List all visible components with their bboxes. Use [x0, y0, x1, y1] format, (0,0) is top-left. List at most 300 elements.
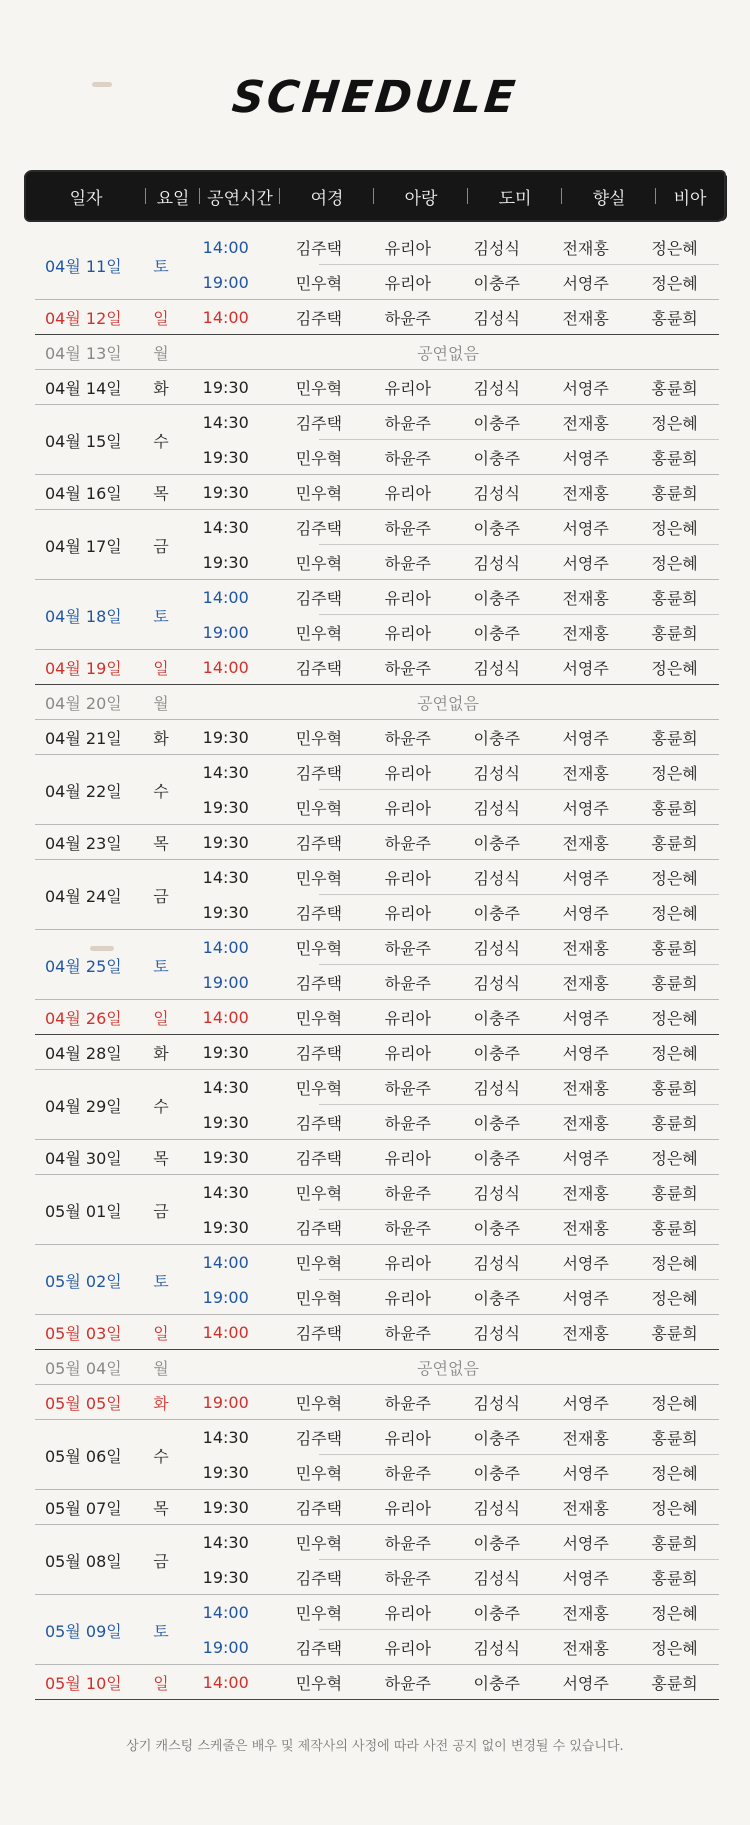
table-row: [35, 335, 719, 370]
table-row: [177, 405, 719, 440]
cast-arang: 하윤주: [384, 834, 431, 853]
date-cell: 04월 23일: [45, 834, 122, 853]
cast-domi: 김성식: [473, 659, 520, 678]
header-role-arang: 아랑: [374, 184, 468, 209]
cast-bia: 홍륜희: [651, 799, 698, 818]
table-row: [177, 440, 719, 475]
date-cell: 05월 06일: [45, 1446, 122, 1466]
date-cell: 05월 02일: [45, 1271, 122, 1291]
cast-domi: 이충주: [473, 834, 520, 853]
day-cell: 토: [153, 1621, 169, 1641]
cast-hyangsil: 서영주: [562, 1464, 609, 1483]
cast-domi: 김성식: [473, 1569, 520, 1588]
cast-domi: 김성식: [473, 1499, 520, 1518]
time-cell: 19:30: [202, 833, 249, 852]
cast-bia: 정은혜: [651, 1394, 698, 1413]
table-row: [177, 790, 719, 825]
table-row: [177, 825, 719, 860]
schedule-day: [35, 230, 719, 300]
time-cell: 19:00: [202, 1393, 249, 1412]
cast-yeokyung: 김주택: [295, 904, 343, 923]
date-cell: 04월 14일: [45, 379, 122, 398]
schedule-day: [35, 930, 719, 1000]
time-cell: 14:00: [202, 308, 249, 327]
cast-yeokyung: 민우혁: [295, 1289, 343, 1308]
cast-arang: 유리아: [384, 904, 431, 923]
cast-bia: 정은혜: [651, 1289, 698, 1308]
table-row: [177, 860, 719, 895]
no-show-cell: 공연없음: [417, 1359, 479, 1378]
cast-hyangsil: 전재홍: [562, 1639, 609, 1658]
cast-domi: 김성식: [473, 869, 520, 888]
cast-domi: 이충주: [473, 274, 520, 293]
cast-hyangsil: 서영주: [562, 519, 609, 538]
cast-hyangsil: 서영주: [562, 554, 609, 573]
cast-yeokyung: 김주택: [295, 834, 343, 853]
time-cell: 19:00: [202, 623, 249, 642]
cast-hyangsil: 서영주: [562, 1394, 609, 1413]
cast-arang: 유리아: [384, 799, 431, 818]
time-cell: 19:30: [202, 1568, 249, 1587]
cast-hyangsil: 전재홍: [562, 974, 609, 993]
day-cell: 목: [153, 484, 169, 503]
cast-hyangsil: 서영주: [562, 869, 609, 888]
time-cell: 19:30: [202, 728, 249, 747]
cast-yeokyung: 김주택: [295, 1149, 343, 1168]
time-cell: 19:30: [202, 798, 249, 817]
cast-hyangsil: 서영주: [562, 1044, 609, 1063]
cast-hyangsil: 전재홍: [562, 1604, 609, 1623]
cast-arang: 하윤주: [384, 1464, 431, 1483]
day-cell: 월: [153, 344, 169, 363]
cast-bia: 홍륜희: [651, 1324, 698, 1343]
cast-bia: 정은혜: [651, 1149, 698, 1168]
cast-bia: 홍륜희: [651, 1219, 698, 1238]
cast-bia: 정은혜: [651, 904, 698, 923]
time-cell: 14:30: [202, 868, 249, 887]
cast-domi: 김성식: [473, 1324, 520, 1343]
cast-hyangsil: 전재홍: [562, 1429, 609, 1448]
schedule-day: [35, 1595, 719, 1665]
day-cell: 일: [153, 1324, 169, 1343]
time-cell: 14:00: [202, 1603, 249, 1622]
table-row: [177, 755, 719, 790]
cast-hyangsil: 전재홍: [562, 624, 609, 643]
cast-yeokyung: 김주택: [295, 1499, 343, 1518]
cast-yeokyung: 민우혁: [295, 1674, 343, 1693]
time-cell: 14:30: [202, 1078, 249, 1097]
table-row: [177, 580, 719, 615]
table-row: [177, 650, 719, 685]
cast-hyangsil: 서영주: [562, 659, 609, 678]
day-cell: 금: [153, 536, 169, 556]
schedule-day: [35, 510, 719, 580]
cast-bia: 홍륜희: [651, 624, 698, 643]
date-cell: 04월 28일: [45, 1044, 122, 1063]
cast-bia: 홍륜희: [651, 834, 698, 853]
date-cell: 04월 24일: [45, 886, 122, 906]
table-row: [177, 965, 719, 1000]
cast-bia: 정은혜: [651, 414, 698, 433]
time-cell: 19:00: [202, 1288, 249, 1307]
schedule-day: [35, 1175, 719, 1245]
cast-hyangsil: 서영주: [562, 799, 609, 818]
cast-hyangsil: 전재홍: [562, 1184, 609, 1203]
cast-hyangsil: 서영주: [562, 1009, 609, 1028]
table-row: [177, 1105, 719, 1140]
time-cell: 14:00: [202, 1253, 249, 1272]
schedule-day: [35, 720, 719, 755]
schedule-day: [35, 370, 719, 405]
date-cell: 05월 08일: [45, 1551, 122, 1571]
cast-hyangsil: 서영주: [562, 379, 609, 398]
time-cell: 14:00: [202, 1008, 249, 1027]
cast-bia: 홍륜희: [651, 484, 698, 503]
time-cell: 14:30: [202, 763, 249, 782]
header-role-domi: 도미: [468, 184, 562, 209]
cast-arang: 하윤주: [384, 449, 431, 468]
schedule-day: [35, 860, 719, 930]
cast-hyangsil: 서영주: [562, 449, 609, 468]
cast-arang: 하윤주: [384, 729, 431, 748]
cast-yeokyung: 김주택: [295, 764, 343, 783]
schedule-day: [35, 300, 719, 335]
table-row: [177, 510, 719, 545]
schedule-day: [35, 755, 719, 825]
time-cell: 19:30: [202, 483, 249, 502]
cast-domi: 이충주: [473, 589, 520, 608]
table-row: [177, 475, 719, 510]
time-cell: 14:00: [202, 938, 249, 957]
day-cell: 화: [153, 1394, 169, 1413]
cast-yeokyung: 민우혁: [295, 1604, 343, 1623]
schedule-day: [35, 1245, 719, 1315]
cast-hyangsil: 전재홍: [562, 834, 609, 853]
cast-hyangsil: 서영주: [562, 729, 609, 748]
table-row: [177, 1035, 719, 1070]
time-cell: 14:30: [202, 518, 249, 537]
row-divider: [35, 1699, 719, 1700]
day-cell: 일: [153, 309, 169, 328]
time-cell: 14:00: [202, 588, 249, 607]
cast-bia: 홍륜희: [651, 729, 698, 748]
date-cell: 04월 30일: [45, 1149, 122, 1168]
cast-yeokyung: 김주택: [295, 1219, 343, 1238]
cast-arang: 유리아: [384, 869, 431, 888]
cast-yeokyung: 김주택: [295, 1324, 343, 1343]
cast-bia: 홍륜희: [651, 1569, 698, 1588]
cast-domi: 이충주: [473, 1429, 520, 1448]
table-row: [177, 1560, 719, 1595]
cast-arang: 유리아: [384, 589, 431, 608]
cast-bia: 정은혜: [651, 1499, 698, 1518]
table-row: [177, 1245, 719, 1280]
day-cell: 일: [153, 659, 169, 678]
cast-bia: 정은혜: [651, 239, 698, 258]
cast-hyangsil: 서영주: [562, 1149, 609, 1168]
cast-yeokyung: 김주택: [295, 1639, 343, 1658]
time-cell: 14:30: [202, 1183, 249, 1202]
cast-arang: 하윤주: [384, 414, 431, 433]
cast-arang: 유리아: [384, 1639, 431, 1658]
cast-domi: 이충주: [473, 1674, 520, 1693]
cast-arang: 유리아: [384, 1429, 431, 1448]
cast-hyangsil: 서영주: [562, 1534, 609, 1553]
time-cell: 19:30: [202, 448, 249, 467]
cast-yeokyung: 김주택: [295, 589, 343, 608]
table-row: [177, 1420, 719, 1455]
cast-yeokyung: 민우혁: [295, 554, 343, 573]
cast-domi: 김성식: [473, 309, 520, 328]
cast-hyangsil: 서영주: [562, 274, 609, 293]
cast-bia: 홍륜희: [651, 449, 698, 468]
table-row: [177, 545, 719, 580]
schedule-table: [35, 230, 719, 1700]
date-cell: 05월 03일: [45, 1324, 122, 1343]
cast-hyangsil: 전재홍: [562, 764, 609, 783]
cast-domi: 김성식: [473, 1254, 520, 1273]
cast-domi: 김성식: [473, 1079, 520, 1098]
cast-hyangsil: 서영주: [562, 904, 609, 923]
time-cell: 19:00: [202, 973, 249, 992]
cast-domi: 김성식: [473, 799, 520, 818]
cast-domi: 이충주: [473, 414, 520, 433]
time-cell: 19:30: [202, 903, 249, 922]
cast-arang: 유리아: [384, 274, 431, 293]
cast-yeokyung: 민우혁: [295, 1009, 343, 1028]
cast-arang: 유리아: [384, 624, 431, 643]
cast-yeokyung: 김주택: [295, 974, 343, 993]
cast-domi: 이충주: [473, 1114, 520, 1133]
date-cell: 05월 09일: [45, 1621, 122, 1641]
cast-yeokyung: 민우혁: [295, 1464, 343, 1483]
header-day: 요일: [146, 184, 200, 209]
time-cell: 19:00: [202, 273, 249, 292]
cast-yeokyung: 민우혁: [295, 624, 343, 643]
cast-yeokyung: 김주택: [295, 414, 343, 433]
time-cell: 19:30: [202, 1148, 249, 1167]
cast-bia: 정은혜: [651, 274, 698, 293]
cast-arang: 유리아: [384, 239, 431, 258]
day-cell: 토: [153, 256, 169, 276]
cast-domi: 김성식: [473, 1639, 520, 1658]
cast-domi: 김성식: [473, 974, 520, 993]
cast-arang: 유리아: [384, 1289, 431, 1308]
cast-yeokyung: 민우혁: [295, 939, 343, 958]
cast-arang: 하윤주: [384, 1184, 431, 1203]
cast-yeokyung: 김주택: [295, 1429, 343, 1448]
cast-yeokyung: 민우혁: [295, 274, 343, 293]
cast-bia: 홍륜희: [651, 1534, 698, 1553]
table-row: [177, 615, 719, 650]
cast-bia: 정은혜: [651, 1639, 698, 1658]
header-role-bia: 비아: [673, 188, 707, 209]
cast-arang: 하윤주: [384, 659, 431, 678]
cast-bia: 정은혜: [651, 1604, 698, 1623]
cast-domi: 김성식: [473, 484, 520, 503]
cast-arang: 하윤주: [384, 1219, 431, 1238]
cast-bia: 홍륜희: [651, 1184, 698, 1203]
cast-bia: 정은혜: [651, 869, 698, 888]
cast-yeokyung: 김주택: [295, 519, 343, 538]
cast-arang: 하윤주: [384, 1674, 431, 1693]
table-row: [177, 1525, 719, 1560]
schedule-day: [35, 1350, 719, 1385]
table-row: [177, 1665, 719, 1700]
no-show-cell: 공연없음: [417, 694, 479, 713]
cast-bia: 홍륜희: [651, 1674, 698, 1693]
cast-arang: 하윤주: [384, 1569, 431, 1588]
cast-arang: 유리아: [384, 1009, 431, 1028]
date-cell: 05월 04일: [45, 1359, 122, 1378]
cast-domi: 김성식: [473, 939, 520, 958]
date-cell: 04월 12일: [45, 309, 122, 328]
cast-yeokyung: 민우혁: [295, 379, 343, 398]
cast-domi: 김성식: [473, 1184, 520, 1203]
cast-arang: 하윤주: [384, 974, 431, 993]
cast-arang: 하윤주: [384, 939, 431, 958]
time-cell: 14:00: [202, 238, 249, 257]
day-cell: 일: [153, 1674, 169, 1693]
cast-domi: 이충주: [473, 1009, 520, 1028]
time-cell: 14:30: [202, 1428, 249, 1447]
cast-bia: 홍륜희: [651, 1079, 698, 1098]
day-cell: 금: [153, 1551, 169, 1571]
table-row: [177, 1455, 719, 1490]
date-cell: 04월 17일: [45, 536, 122, 556]
page-title: SCHEDULE: [229, 72, 521, 123]
day-cell: 화: [153, 379, 169, 398]
cast-hyangsil: 전재홍: [562, 239, 609, 258]
table-row: [177, 930, 719, 965]
cast-domi: 이충주: [473, 1149, 520, 1168]
schedule-day: [35, 1665, 719, 1700]
day-cell: 토: [153, 956, 169, 976]
date-cell: 04월 29일: [45, 1096, 122, 1116]
schedule-day: [35, 1315, 719, 1350]
schedule-day: [35, 1490, 719, 1525]
schedule-day: [35, 1000, 719, 1035]
date-cell: 04월 11일: [45, 256, 122, 276]
day-cell: 금: [153, 1201, 169, 1221]
schedule-day: [35, 1420, 719, 1490]
cast-arang: 유리아: [384, 1149, 431, 1168]
day-cell: 목: [153, 1499, 169, 1518]
cast-yeokyung: 김주택: [295, 1114, 343, 1133]
cast-bia: 홍륜희: [651, 939, 698, 958]
table-row: [177, 1210, 719, 1245]
day-cell: 화: [153, 729, 169, 748]
cast-yeokyung: 민우혁: [295, 1394, 343, 1413]
day-cell: 수: [153, 781, 169, 801]
day-cell: 토: [153, 606, 169, 626]
cast-arang: 유리아: [384, 1499, 431, 1518]
cast-arang: 하윤주: [384, 554, 431, 573]
cast-yeokyung: 민우혁: [295, 869, 343, 888]
cast-bia: 정은혜: [651, 1254, 698, 1273]
schedule-day: [35, 825, 719, 860]
cast-domi: 이충주: [473, 1219, 520, 1238]
table-row: [177, 1385, 719, 1420]
cast-arang: 하윤주: [384, 1394, 431, 1413]
date-cell: 04월 20일: [45, 694, 122, 713]
cast-domi: 이충주: [473, 729, 520, 748]
cast-arang: 하윤주: [384, 1324, 431, 1343]
table-row: [177, 1070, 719, 1105]
schedule-day: [35, 1385, 719, 1420]
cast-arang: 유리아: [384, 764, 431, 783]
table-row: [177, 300, 719, 335]
cast-domi: 이충주: [473, 904, 520, 923]
cast-domi: 이충주: [473, 1289, 520, 1308]
date-cell: 04월 22일: [45, 781, 122, 801]
cast-hyangsil: 전재홍: [562, 1499, 609, 1518]
time-cell: 14:30: [202, 413, 249, 432]
cast-domi: 이충주: [473, 1534, 520, 1553]
time-cell: 19:30: [202, 1463, 249, 1482]
header-role-yeokyung: 여경: [280, 184, 374, 209]
cast-arang: 하윤주: [384, 1114, 431, 1133]
table-row: [177, 1280, 719, 1315]
date-cell: 04월 26일: [45, 1009, 122, 1028]
time-cell: 19:30: [202, 553, 249, 572]
day-cell: 월: [153, 1359, 169, 1378]
cast-bia: 정은혜: [651, 519, 698, 538]
cast-yeokyung: 김주택: [295, 659, 343, 678]
cast-hyangsil: 전재홍: [562, 939, 609, 958]
table-row: [177, 1490, 719, 1525]
cast-hyangsil: 서영주: [562, 1569, 609, 1588]
cast-bia: 홍륜희: [651, 974, 698, 993]
cast-bia: 홍륜희: [651, 589, 698, 608]
cast-domi: 이충주: [473, 624, 520, 643]
date-cell: 04월 16일: [45, 484, 122, 503]
cast-bia: 정은혜: [651, 1464, 698, 1483]
cast-yeokyung: 김주택: [295, 1044, 343, 1063]
cast-yeokyung: 김주택: [295, 1569, 343, 1588]
table-row: [177, 1595, 719, 1630]
header-date: 일자: [26, 184, 146, 209]
table-row: [177, 895, 719, 930]
cast-hyangsil: 서영주: [562, 1254, 609, 1273]
cast-hyangsil: 전재홍: [562, 484, 609, 503]
cast-arang: 유리아: [384, 1604, 431, 1623]
cast-yeokyung: 김주택: [295, 309, 343, 328]
table-row: [35, 685, 719, 720]
cast-bia: 홍륜희: [651, 309, 698, 328]
schedule-day: [35, 650, 719, 685]
table-row: [35, 1350, 719, 1385]
cast-yeokyung: 민우혁: [295, 1184, 343, 1203]
no-show-cell: 공연없음: [417, 344, 479, 363]
cast-bia: 홍륜희: [651, 1429, 698, 1448]
cast-domi: 이충주: [473, 1044, 520, 1063]
table-row: [177, 265, 719, 300]
time-cell: 14:00: [202, 1673, 249, 1692]
cast-arang: 유리아: [384, 1044, 431, 1063]
day-cell: 목: [153, 1149, 169, 1168]
time-cell: 19:00: [202, 1638, 249, 1657]
day-cell: 목: [153, 834, 169, 853]
date-cell: 04월 13일: [45, 344, 122, 363]
cast-arang: 유리아: [384, 484, 431, 503]
cast-domi: 김성식: [473, 554, 520, 573]
date-cell: 05월 05일: [45, 1394, 122, 1413]
time-cell: 14:00: [202, 658, 249, 677]
cast-bia: 정은혜: [651, 764, 698, 783]
schedule-day: [35, 1140, 719, 1175]
table-row: [177, 1140, 719, 1175]
